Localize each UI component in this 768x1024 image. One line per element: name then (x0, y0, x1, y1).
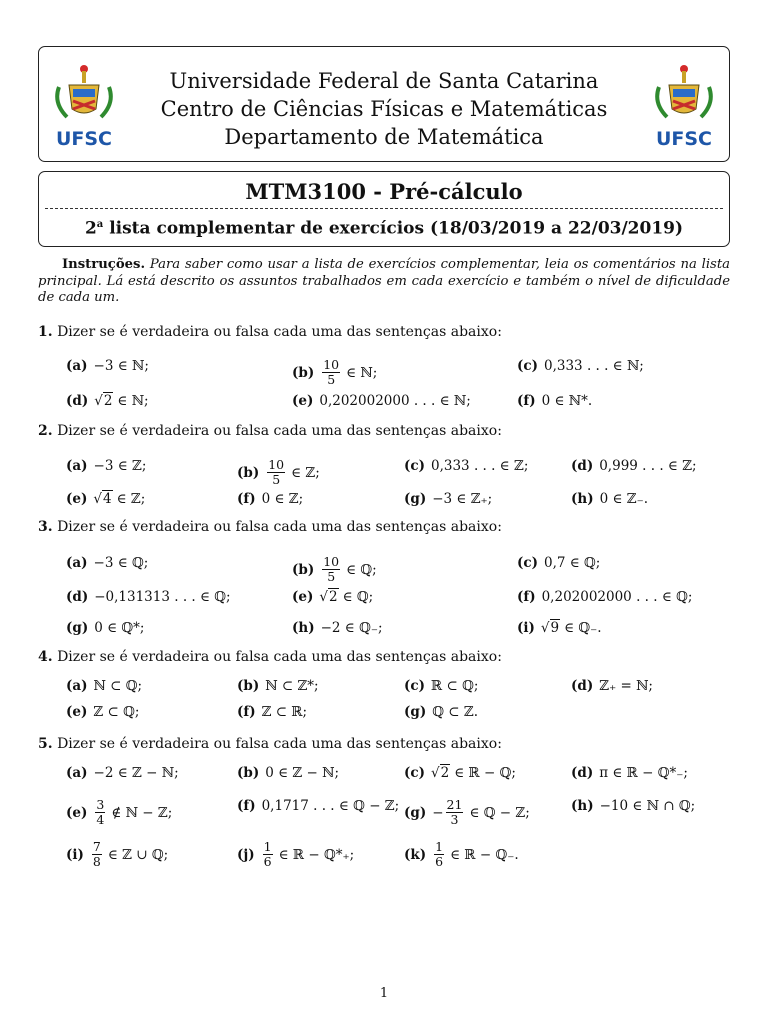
page-number: 1 (379, 986, 389, 1001)
dashed-divider (45, 208, 723, 209)
q4-item (404, 678, 478, 694)
q2-item (404, 491, 492, 507)
item-expression: ℕ ⊂ ℤ*; (265, 678, 319, 694)
numerator: 10 (268, 457, 285, 472)
item-label: (e) (66, 491, 88, 507)
item-expression: ∈ ℚ; (342, 589, 374, 605)
course-box (38, 171, 730, 247)
instructions (38, 257, 730, 307)
item-expression: ℤ ⊂ ℚ; (93, 704, 140, 720)
item-expression: ℤ₊ = ℕ; (599, 678, 653, 694)
q5-item (237, 798, 399, 814)
item-expression: π ∈ ℝ − ℚ*₋; (599, 765, 688, 781)
q1-item (517, 358, 644, 374)
item-expression: −3 ∈ ℕ; (93, 358, 149, 374)
item-label: (f) (517, 393, 536, 409)
item-expression: ∉ ℕ − ℤ; (111, 804, 173, 821)
item-expression: ∈ ℚ − ℤ; (469, 804, 530, 821)
item-expression: 0,202002000 . . . ∈ ℕ; (319, 393, 471, 409)
q4-item (237, 678, 319, 694)
ufsc-logo (51, 61, 117, 149)
item-label: (c) (517, 358, 538, 374)
radicand: 2 (103, 393, 113, 409)
item-expression: 0 ∈ ℤ − ℕ; (265, 765, 340, 781)
square-root (94, 393, 113, 409)
item-label: (b) (237, 678, 260, 694)
item-expression: ∈ ℤ ∪ ℚ; (107, 846, 169, 863)
q1-item (292, 393, 471, 409)
ufsc-logo (651, 61, 717, 149)
fraction (95, 798, 105, 827)
q5-item (237, 765, 339, 781)
numerator: 10 (323, 554, 340, 569)
q3-item (66, 555, 148, 571)
q2-item (571, 458, 697, 474)
square-root (319, 589, 338, 605)
fraction (263, 840, 273, 869)
fraction (267, 458, 285, 487)
q3-item (517, 620, 602, 636)
q4-item (404, 704, 478, 720)
item-label: (d) (571, 458, 594, 474)
q2-item (404, 458, 528, 474)
q5-item (571, 765, 688, 781)
fraction (322, 555, 340, 584)
item-expression: −10 ∈ ℕ ∩ ℚ; (599, 798, 696, 814)
item-expression: −3 ∈ ℤ₊; (432, 491, 493, 507)
radical-sign-icon: √ (319, 589, 328, 605)
university-name: Universidade Federal de Santa Catarina (169, 69, 599, 93)
item-expression: ∈ ℤ; (116, 491, 146, 507)
q4-item (66, 704, 139, 720)
item-label: (f) (237, 798, 256, 814)
numerator: 10 (323, 357, 340, 372)
numerator: 7 (92, 839, 101, 854)
q1-item (66, 358, 149, 374)
q1-item (292, 358, 377, 387)
q3-item (292, 620, 383, 636)
numerator: 3 (96, 797, 105, 812)
radicand: 2 (440, 765, 450, 781)
item-expression: 0,999 . . . ∈ ℤ; (599, 458, 697, 474)
radicand: 4 (102, 491, 112, 507)
item-expression: ∈ ℚ; (346, 561, 377, 578)
item-label: (i) (517, 620, 535, 636)
radical-sign-icon: √ (94, 393, 103, 409)
item-label: (a) (66, 458, 88, 474)
q5-item (404, 765, 516, 781)
item-expression: ∈ ℕ; (346, 364, 378, 381)
q2-item (237, 491, 303, 507)
item-expression: ℝ ⊂ ℚ; (431, 678, 479, 694)
item-label: (d) (66, 589, 89, 605)
q5-item (66, 840, 168, 869)
q2-item (66, 458, 146, 474)
svg-text:UFSC: UFSC (655, 128, 713, 149)
radical-sign-icon: √ (93, 491, 102, 507)
item-expression: ∈ ℝ − ℚ; (454, 765, 516, 781)
list-subtitle: 2$^a$ lista complementar de exercícios (18/03/2019 a 22/03/2019) (84, 218, 684, 239)
item-expression: 0 ∈ ℚ*; (94, 620, 145, 636)
item-label: (j) (237, 846, 255, 863)
denominator: 5 (327, 372, 336, 387)
fraction (322, 358, 340, 387)
denominator: 6 (435, 854, 444, 869)
square-root (431, 765, 450, 781)
denominator: 4 (96, 812, 105, 827)
item-label: (a) (66, 678, 88, 694)
item-label: (d) (571, 765, 594, 781)
item-expression: ∈ ℝ − ℚ₋. (450, 846, 519, 863)
q4-item (571, 678, 653, 694)
instructions-text: Para saber como usar a lista de exercícios complementar, leia os comentários na lista principal. Lá está descrito os assuntos trabalhados em cada exercício e também o nível de dificuldade de cada um. (38, 257, 730, 305)
question-3: 3. Dizer se é verdadeira ou falsa cada uma das sentenças abaixo: (38, 519, 502, 535)
item-expression: −2 ∈ ℤ − ℕ; (93, 765, 179, 781)
item-label: (g) (66, 620, 89, 636)
radical-sign-icon: √ (540, 620, 550, 636)
instructions-lead: Instruções. (62, 257, 146, 272)
item-label: (b) (292, 561, 315, 578)
item-label: (e) (66, 804, 88, 821)
item-label: (g) (404, 804, 427, 821)
q5-item (66, 765, 179, 781)
item-label: (c) (517, 555, 538, 571)
department-name: Departamento de Matemática (224, 125, 544, 149)
center-name: Centro de Ciências Físicas e Matemáticas (160, 97, 608, 121)
q2-item (571, 491, 648, 507)
item-expression: 0,202002000 . . . ∈ ℚ; (541, 589, 693, 605)
question-2: 2. Dizer se é verdadeira ou falsa cada uma das sentenças abaixo: (38, 423, 502, 439)
radicand: 2 (328, 589, 338, 605)
denominator: 6 (263, 854, 272, 869)
item-label: (g) (404, 704, 427, 720)
header-box (38, 46, 730, 162)
item-label: (e) (292, 589, 314, 605)
item-label: (h) (571, 798, 594, 814)
item-expression: 0,333 . . . ∈ ℤ; (431, 458, 529, 474)
item-expression: ∈ ℕ; (117, 393, 149, 409)
item-label: (f) (517, 589, 536, 605)
q4-item (237, 704, 307, 720)
item-expression: −3 ∈ ℚ; (93, 555, 149, 571)
q5-item (404, 840, 519, 869)
item-label: (d) (66, 393, 89, 409)
square-root (93, 491, 112, 507)
item-expression: 0,333 . . . ∈ ℕ; (544, 358, 644, 374)
q5-item (66, 798, 172, 827)
q5-item (404, 798, 530, 827)
item-expression: ℤ ⊂ ℝ; (261, 704, 308, 720)
course-title: MTM3100 - Pré-cálculo (245, 179, 523, 204)
item-label: (h) (571, 491, 594, 507)
item-expression: 0 ∈ ℤ; (261, 491, 304, 507)
item-label: (d) (571, 678, 594, 694)
item-label: (b) (292, 364, 315, 381)
item-label: (k) (404, 846, 427, 863)
item-label: (f) (237, 491, 256, 507)
q4-item (66, 678, 142, 694)
item-label: (c) (404, 765, 425, 781)
item-label: (b) (237, 464, 260, 481)
item-expression: ∈ ℚ₋. (564, 620, 602, 636)
question-5: 5. Dizer se é verdadeira ou falsa cada uma das sentenças abaixo: (38, 736, 502, 752)
item-label: (b) (237, 765, 260, 781)
institution-heading (135, 67, 633, 151)
item-expression: −0,131313 . . . ∈ ℚ; (94, 589, 231, 605)
item-expression: 0,7 ∈ ℚ; (544, 555, 601, 571)
question-4: 4. Dizer se é verdadeira ou falsa cada uma das sentenças abaixo: (38, 649, 502, 665)
item-expression: ∈ ℝ − ℚ*₊; (278, 846, 355, 863)
fraction (446, 798, 464, 827)
fraction (92, 840, 102, 869)
q5-item (237, 840, 354, 869)
q1-item (66, 393, 149, 409)
item-expression: 0,1717 . . . ∈ ℚ − ℤ; (261, 798, 400, 814)
q3-item (66, 589, 231, 605)
q1-item (517, 393, 592, 409)
item-label: (a) (66, 555, 88, 571)
svg-text:UFSC: UFSC (55, 128, 113, 149)
q2-item (237, 458, 320, 487)
item-label: (i) (66, 846, 84, 863)
item-expression: −3 ∈ ℤ; (93, 458, 147, 474)
q2-item (66, 491, 145, 507)
item-label: (e) (292, 393, 314, 409)
q3-item (292, 589, 373, 605)
numerator: 21 (446, 797, 463, 812)
item-expression: ℚ ⊂ ℤ. (432, 704, 479, 720)
numerator: 1 (435, 839, 444, 854)
q3-item (66, 620, 144, 636)
item-label: (c) (404, 458, 425, 474)
item-label: (a) (66, 765, 88, 781)
denominator: 3 (450, 812, 459, 827)
item-expression: −2 ∈ ℚ₋; (320, 620, 383, 636)
item-label: (h) (292, 620, 315, 636)
numerator: 1 (263, 839, 272, 854)
item-label: (a) (66, 358, 88, 374)
q3-item (517, 589, 692, 605)
denominator: 5 (272, 472, 281, 487)
radicand: 9 (550, 620, 560, 636)
item-expression: 0 ∈ ℕ*. (541, 393, 593, 409)
q3-item (517, 555, 600, 571)
item-label: (g) (404, 491, 427, 507)
radical-sign-icon: √ (431, 765, 440, 781)
item-label: (e) (66, 704, 88, 720)
question-1: 1. Dizer se é verdadeira ou falsa cada uma das sentenças abaixo: (38, 324, 502, 340)
square-root (541, 620, 560, 636)
item-expression: 0 ∈ ℤ₋. (599, 491, 649, 507)
item-label: (f) (237, 704, 256, 720)
q3-item (292, 555, 377, 584)
fraction (434, 840, 444, 869)
item-label: (c) (404, 678, 425, 694)
denominator: 8 (92, 854, 101, 869)
item-expression: ∈ ℤ; (291, 464, 320, 481)
q5-item (571, 798, 695, 814)
denominator: 5 (327, 569, 336, 584)
item-expression: ℕ ⊂ ℚ; (93, 678, 143, 694)
minus-sign: − (432, 804, 444, 821)
